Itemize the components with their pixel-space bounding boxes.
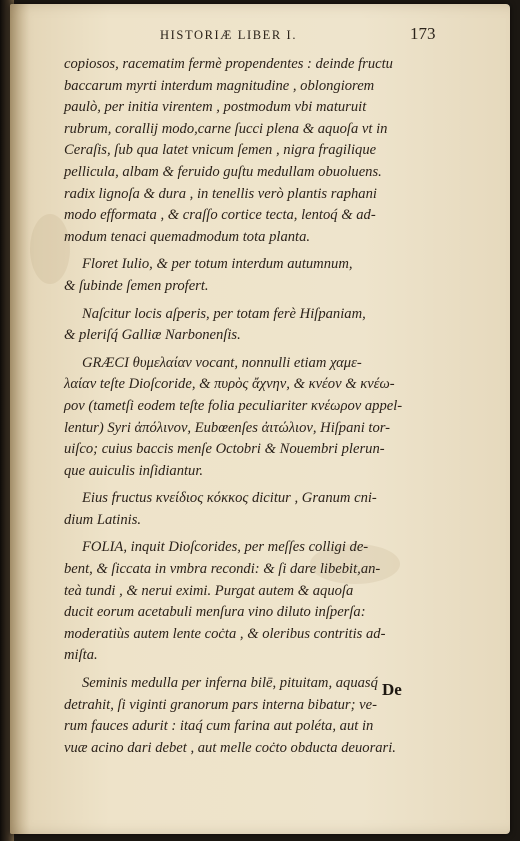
text-line: teà tundi , & nerui eximi. Purgat autem & aquoſa xyxy=(64,582,354,599)
text-line: Naſcitur locis aſperis, per totam ferè Hiſpaniam, xyxy=(82,305,366,322)
text-line: lentur) Syri ἀπόλινον, Eubœenſes ἀιτώλιον, Hiſpani tor- xyxy=(64,419,391,436)
text-line: λαίαν teſte Dioſcoride, & πυρὸς ἄχνην, & κνέον & κνέω- xyxy=(64,376,395,393)
text-line: copiosos, racematim fermè propendentes : deinde fructu xyxy=(64,56,393,72)
book-page xyxy=(10,4,510,834)
text-line: uiſco; cuius baccis menſe Octobri & Nouembri plerun- xyxy=(64,441,385,458)
text-line: GRÆCI θυμελαίαν vocant, nonnulli etiam χαμε- xyxy=(82,354,362,371)
text-line: & pleriſq́ Galliæ Narbonenſis. xyxy=(64,327,241,344)
text-line: moderatiùs autem lente coċta , & oleribus contritis ad- xyxy=(64,625,386,642)
text-line: ρον (tametſi eodem teſte folia peculiariter κνέωρον appel- xyxy=(64,397,403,414)
text-line: FOLIA, inquit Dioſcorides, per meſſes colligi de- xyxy=(82,539,369,556)
text-line: miſta. xyxy=(64,647,98,664)
text-line: & ſubinde ſemen profert. xyxy=(64,277,209,294)
text-line: rum fauces adurit : itaq́ cum farina aut poléta, aut in xyxy=(64,718,374,735)
text-line: Ceraſis, ſub qua latet vnicum ſemen , nigra fragilique xyxy=(64,142,377,159)
text-line: Floret Iulio, & per totum interdum autumnum, xyxy=(82,256,353,273)
text-line: pellicula, albam & feruido guſtu medullam obuoluens. xyxy=(64,163,382,180)
running-title: HISTORIÆ LIBER I. xyxy=(160,28,298,42)
catchword: De xyxy=(382,680,402,699)
text-line: paulò, per initia virentem , postmodum vbi maturuit xyxy=(64,99,367,116)
text-line: Seminis medulla per inferna bilē, pituitam, aquasq́ xyxy=(82,675,378,692)
page-body xyxy=(64,54,440,759)
page-number: 173 xyxy=(410,24,436,43)
text-line: que auiculis inſidiantur. xyxy=(64,462,204,479)
text-line: detrahit, ſi viginti granorum pars interna bibatur; ve- xyxy=(64,696,377,713)
text-line: baccarum myrti interdum magnitudine , oblongiorem xyxy=(64,77,375,94)
text-line: modum tenaci quemadmodum tota planta. xyxy=(64,228,311,245)
text-line: bent, & ſiccata in vmbra recondi: & ſi dare libebit,an- xyxy=(64,561,381,578)
text-line: modo efformata , & craſſo cortice tecta, lentoq́ & ad- xyxy=(64,207,376,224)
text-line: Eius fructus κνείδιος κόκκος dicitur , Granum cni- xyxy=(82,490,377,507)
text-line: rubrum, corallij modo,carne ſucci plena & aquoſa vt in xyxy=(64,120,388,137)
text-line: vuæ acino dari debet , aut melle coċto obducta deuorari. xyxy=(64,739,396,756)
text-line: dium Latinis. xyxy=(64,511,142,528)
text-line: radix lignoſa & dura , in tenellis verò plantis raphani xyxy=(64,185,377,202)
text-line: ducit eorum acetabuli menſura vino diluto inſperſa: xyxy=(64,604,366,621)
